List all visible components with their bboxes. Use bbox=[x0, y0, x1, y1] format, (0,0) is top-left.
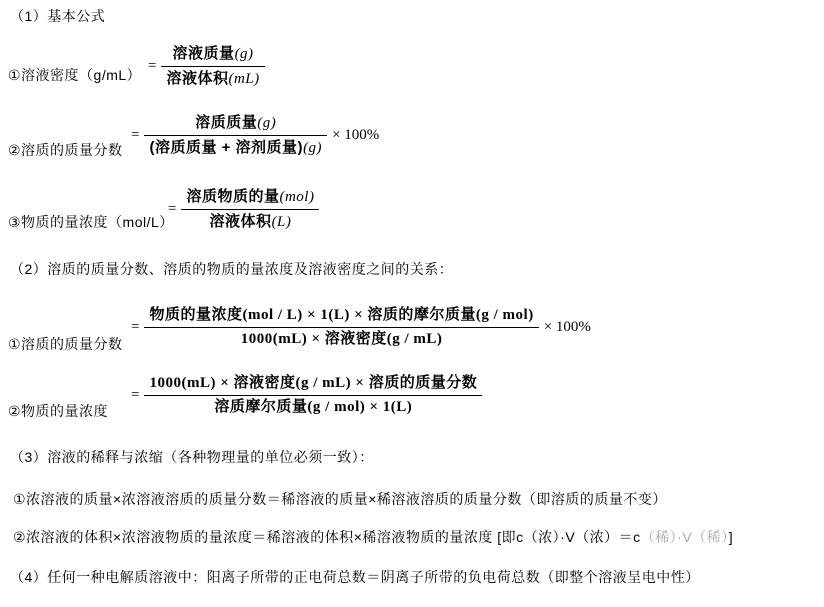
formula-label-mass-fraction-2: ①溶质的质量分数 bbox=[8, 336, 123, 352]
rule-text-faded: （稀）·V（稀） bbox=[640, 529, 729, 545]
denominator bbox=[161, 67, 264, 89]
denominator-unit: (L) bbox=[271, 214, 292, 230]
formula-mass-fraction-from-concentration bbox=[131, 306, 591, 349]
denominator: 溶质摩尔质量(g / mol) × 1(L) bbox=[214, 399, 413, 415]
numerator-text: 溶质质量 bbox=[195, 114, 258, 131]
dilution-rule-mass: ①浓溶液的质量×浓溶液溶质的质量分数＝稀溶液的质量×稀溶液溶质的质量分数（即溶质的质量不变） bbox=[13, 491, 667, 507]
denominator-text: 溶液体积 bbox=[209, 213, 272, 230]
denominator-unit: (mL) bbox=[228, 71, 260, 87]
formula-solution-density bbox=[148, 44, 265, 89]
denominator-text: 溶液体积 bbox=[166, 70, 229, 87]
fraction bbox=[181, 187, 319, 232]
dilution-rule-volume bbox=[13, 529, 733, 546]
numerator bbox=[181, 187, 319, 210]
times-100-percent: × 100% bbox=[543, 319, 591, 335]
numerator: 1000(mL) × 溶液密度(g / mL) × 溶质的质量分数 bbox=[144, 374, 482, 396]
formula-label-mass-fraction: ②溶质的质量分数 bbox=[8, 142, 123, 158]
equals-sign: = bbox=[131, 127, 140, 143]
fraction bbox=[144, 306, 538, 349]
equals-sign: = bbox=[148, 58, 157, 74]
section-heading-basic-formulas: （1）基本公式 bbox=[10, 8, 106, 24]
fraction bbox=[144, 374, 482, 417]
numerator-unit: (g) bbox=[257, 115, 277, 131]
fraction bbox=[144, 113, 327, 158]
denominator bbox=[181, 210, 319, 232]
denominator bbox=[144, 136, 327, 158]
denominator-text: (溶质质量 + 溶剂质量) bbox=[149, 139, 304, 156]
formula-mass-fraction bbox=[131, 113, 379, 158]
formula-label-molar-concentration-2: ②物质的量浓度 bbox=[8, 403, 109, 419]
section-heading-dilution: （3）溶液的稀释与浓缩（各种物理量的单位必须一致）： bbox=[10, 449, 374, 465]
numerator-unit: (g) bbox=[234, 46, 254, 62]
numerator bbox=[161, 44, 264, 67]
rule-closing-bracket: ] bbox=[728, 529, 734, 545]
times-100-percent: × 100% bbox=[332, 127, 380, 143]
equals-sign: = bbox=[168, 201, 177, 217]
numerator: 物质的量浓度(mol / L) × 1(L) × 溶质的摩尔质量(g / mol) bbox=[144, 306, 538, 328]
formula-molar-concentration bbox=[168, 187, 319, 232]
equals-sign: = bbox=[131, 387, 140, 403]
fraction bbox=[161, 44, 264, 89]
rule-text: ②浓溶液的体积×浓溶液物质的量浓度＝稀溶液的体积×稀溶液物质的量浓度 [即c（浓）·V（浓）＝c bbox=[13, 529, 641, 545]
formula-label-solution-density: ①溶液密度（g/mL） bbox=[8, 67, 142, 83]
numerator-text: 溶液质量 bbox=[172, 45, 235, 62]
numerator bbox=[144, 113, 327, 136]
denominator-unit: (g) bbox=[303, 140, 323, 156]
section-heading-electroneutrality: （4）任何一种电解质溶液中：阳离子所带的正电荷总数＝阴离子所带的负电荷总数（即整个溶液呈电中性） bbox=[10, 569, 700, 585]
numerator-text: 溶质物质的量 bbox=[186, 188, 280, 205]
denominator: 1000(mL) × 溶液密度(g / mL) bbox=[240, 331, 443, 347]
formula-label-molar-concentration: ③物质的量浓度（mol/L） bbox=[8, 214, 174, 230]
equals-sign: = bbox=[131, 319, 140, 335]
section-heading-relationships: （2）溶质的质量分数、溶质的物质的量浓度及溶液密度之间的关系： bbox=[10, 261, 454, 277]
numerator-unit: (mol) bbox=[279, 189, 315, 205]
formula-concentration-from-mass-fraction bbox=[131, 374, 482, 417]
